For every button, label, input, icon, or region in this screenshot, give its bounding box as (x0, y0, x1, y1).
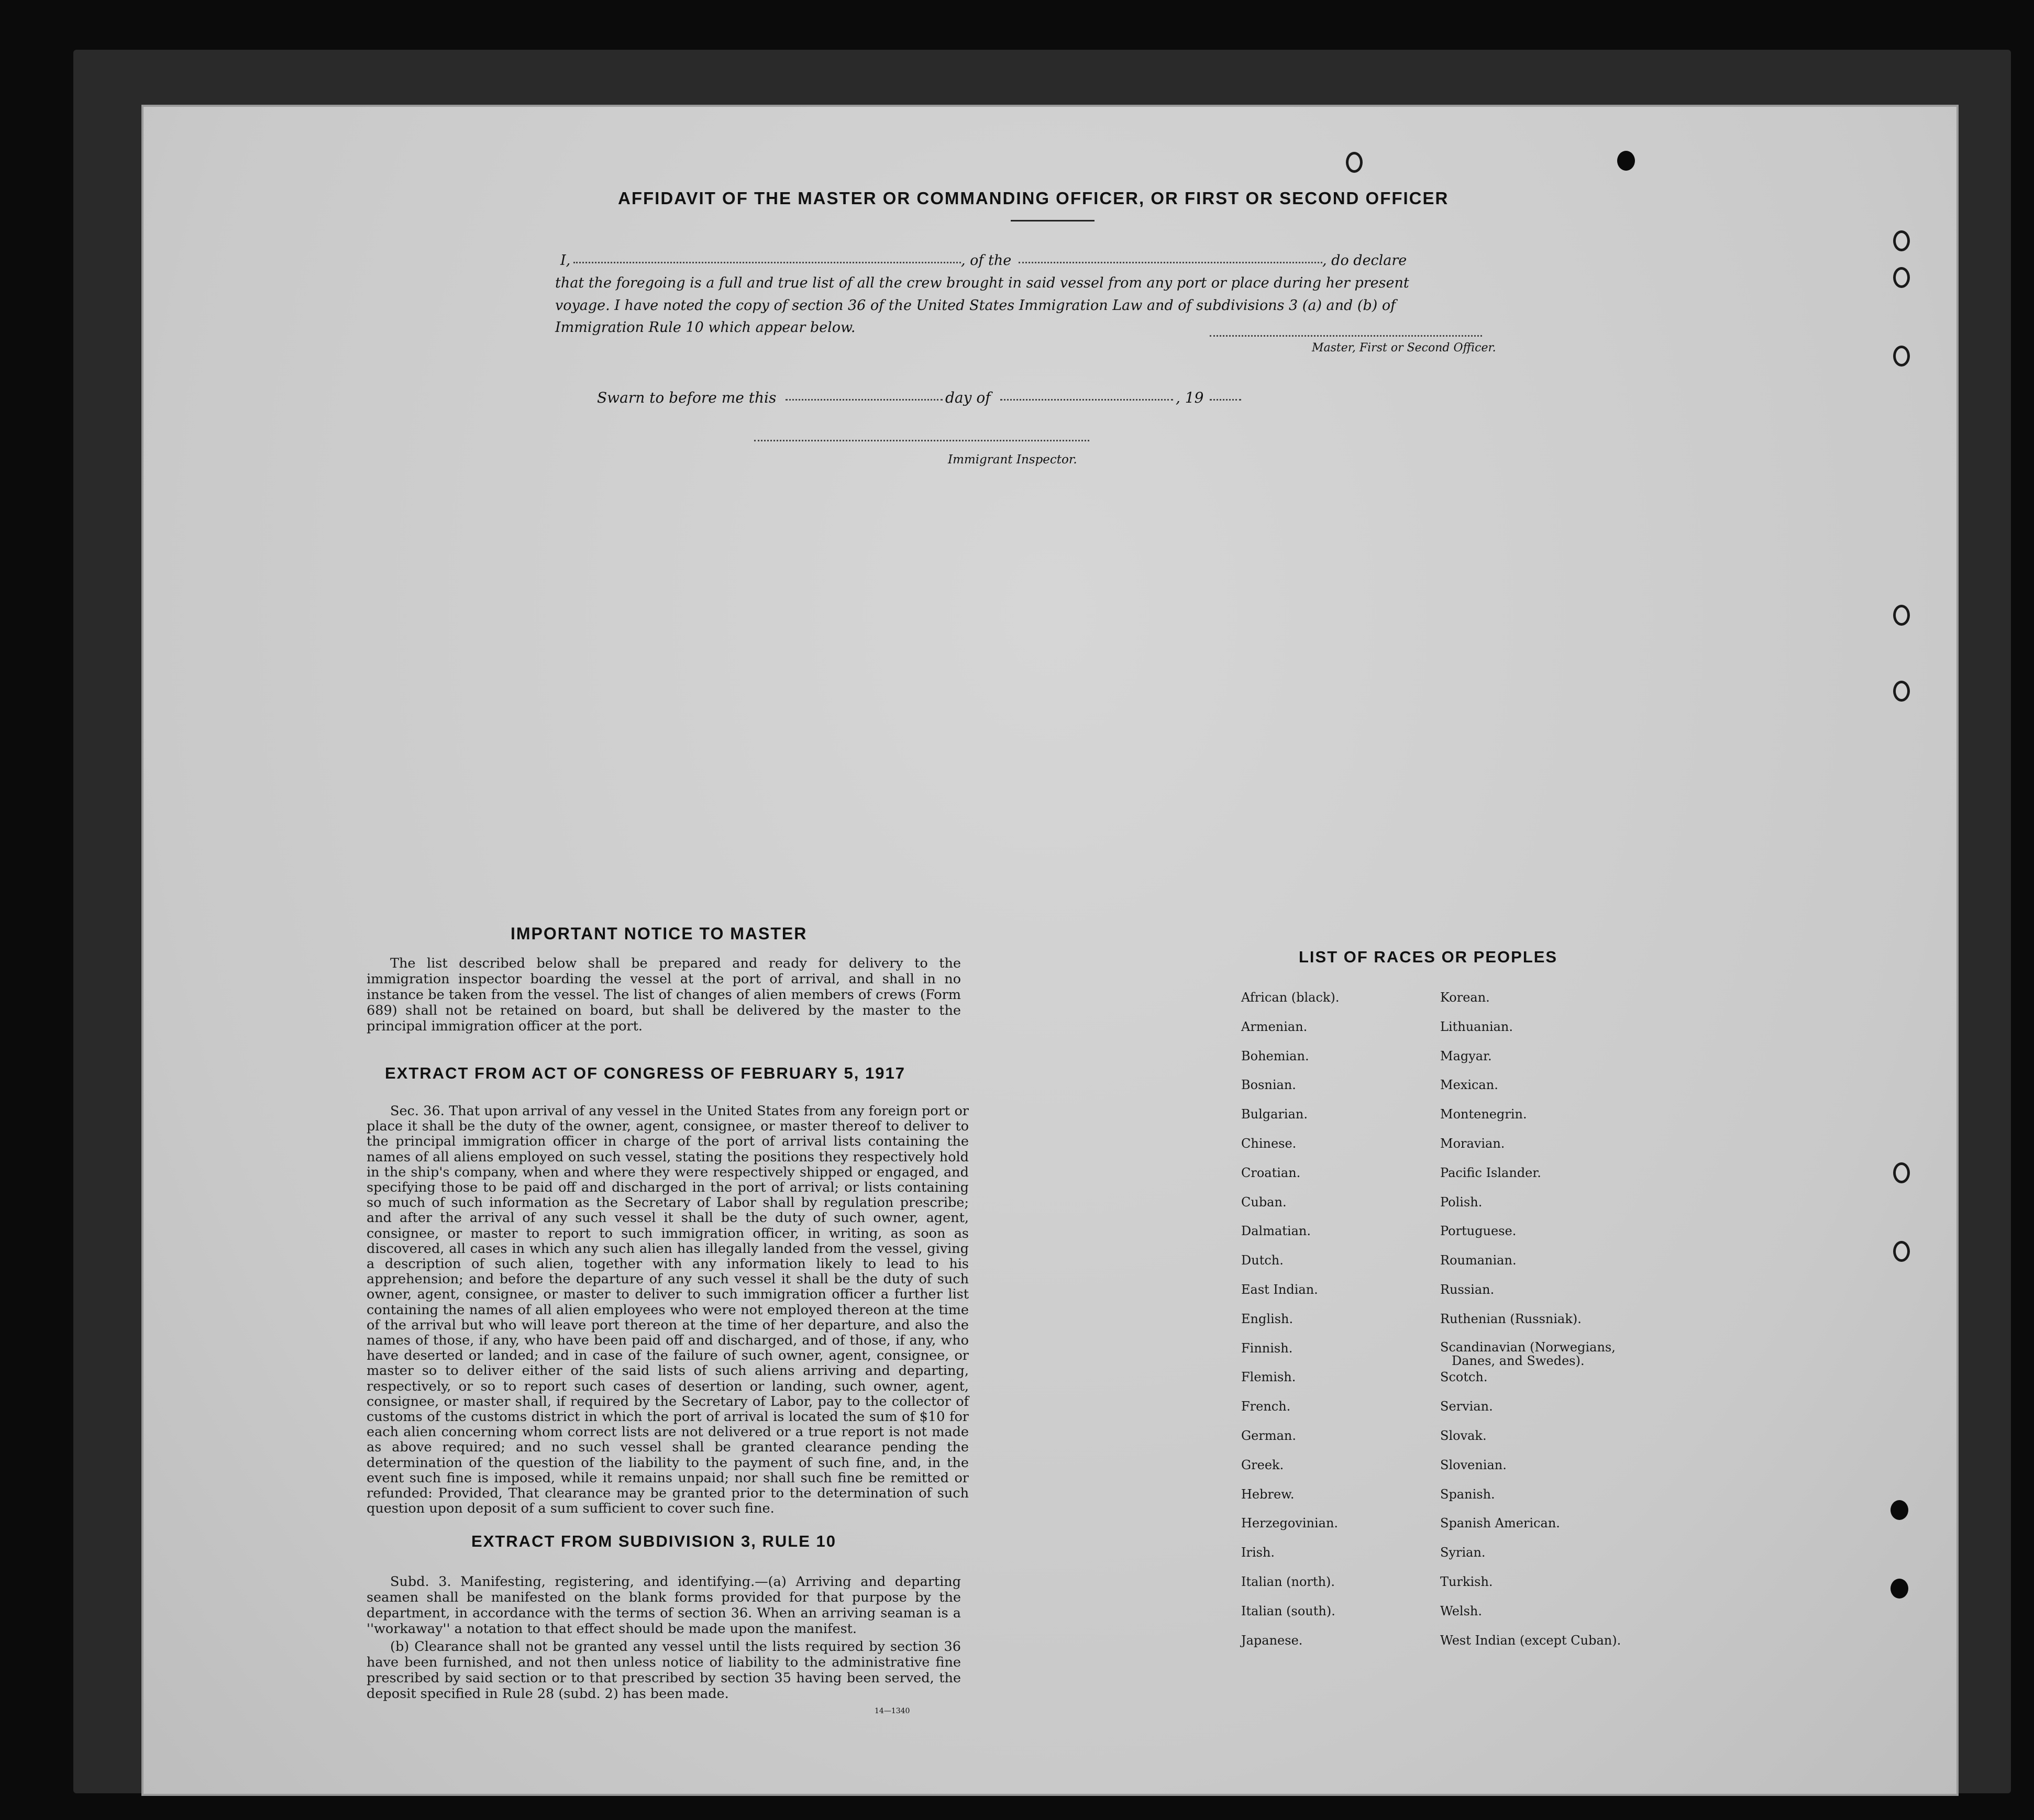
race-item: English. (1241, 1311, 1294, 1326)
race-item: Bosnian. (1241, 1078, 1296, 1093)
extract-act-title: EXTRACT FROM ACT OF CONGRESS OF FEBRUARY 5, 1917 (385, 1064, 905, 1082)
notice-title: IMPORTANT NOTICE TO MASTER (511, 924, 808, 943)
affidavit-declare: , do declare (1322, 252, 1407, 269)
punch-hole (1893, 1162, 1910, 1183)
document-sheet (141, 105, 1959, 1796)
punch-hole (1617, 151, 1635, 171)
sworn-label: Swarn to before me this (597, 389, 777, 406)
race-item: Dalmatian. (1241, 1224, 1311, 1239)
affidavit-body-line: voyage. I have noted the copy of section 36 of the United States Immigration Law and of subdivisions 3 (a) and (b) of (555, 297, 1396, 314)
day-of-label: day of (945, 389, 991, 406)
vessel-blank[interactable] (1019, 262, 1322, 263)
race-item: Pacific Islander. (1440, 1165, 1541, 1180)
race-item: Slovenian. (1440, 1457, 1507, 1472)
race-item: Spanish. (1440, 1486, 1495, 1502)
affidavit-body-line: that the foregoing is a full and true list of all the crew brought in said vessel from any port or place during her present (555, 275, 1409, 291)
race-item: Korean. (1440, 990, 1490, 1005)
races-right-column (1440, 990, 1621, 1661)
race-item: Greek. (1241, 1457, 1284, 1472)
signature-label: Master, First or Second Officer. (1312, 341, 1496, 354)
race-item: Armenian. (1241, 1019, 1308, 1034)
race-item: West Indian (except Cuban). (1440, 1633, 1621, 1648)
notice-text: The list described below shall be prepared and ready for delivery to the immigration inspector boarding the vessel at the port of arrival, and shall in no instance be taken from the vessel. The list of changes of alien members of crews (Form 689) shall not be retained on board, but shall be delivered by the master to the principal immigration officer at the port. (367, 956, 961, 1034)
punch-hole (1891, 1500, 1908, 1520)
race-item-line1: Scandinavian (Norwegians, (1440, 1339, 1616, 1355)
race-item: Scotch. (1440, 1370, 1488, 1385)
race-item: Italian (south). (1241, 1603, 1335, 1618)
races-left-column (1241, 990, 1339, 1661)
race-item: Italian (north). (1241, 1574, 1335, 1589)
form-number: 14—1340 (875, 1707, 910, 1715)
race-item: Portuguese. (1440, 1224, 1517, 1239)
affidavit-body-line: Immigration Rule 10 which appear below. (555, 319, 856, 336)
punch-hole (1893, 230, 1910, 251)
race-item: German. (1241, 1428, 1296, 1443)
race-item: Flemish. (1241, 1370, 1296, 1385)
race-item: Bulgarian. (1241, 1107, 1308, 1122)
extract-rule-text-b: (b) Clearance shall not be granted any vessel until the lists required by section 36 have been furnished, and not then unless notice of liability to the administrative fine prescribed by said section or to that prescribed by section 35 having been served, the deposit specified in Rule 28 (subd. 2) has been made. (367, 1639, 961, 1702)
race-item: Welsh. (1440, 1603, 1482, 1618)
title-underline (1011, 220, 1095, 221)
race-item: Dutch. (1241, 1253, 1284, 1268)
race-item: Moravian. (1440, 1136, 1505, 1151)
inspector-label: Immigrant Inspector. (948, 453, 1077, 467)
race-item: Hebrew. (1241, 1486, 1295, 1502)
punch-hole (1891, 1579, 1908, 1599)
race-item: Lithuanian. (1440, 1019, 1513, 1034)
year-blank[interactable] (1210, 399, 1241, 401)
race-item-line2: Danes, and Swedes). (1452, 1353, 1585, 1368)
signature-blank[interactable] (1210, 335, 1482, 337)
race-item: Bohemian. (1241, 1048, 1309, 1063)
race-item: Roumanian. (1440, 1253, 1517, 1268)
affidavit-i: I, (560, 252, 571, 269)
race-item: Turkish. (1440, 1574, 1493, 1589)
race-item: Slovak. (1440, 1428, 1487, 1443)
race-item: Russian. (1440, 1282, 1495, 1297)
extract-rule-text-a: Subd. 3. Manifesting, registering, and identifying.—(a) Arriving and departing seamen shall be manifested on the blank forms provided for that purpose by the department, in accordance with the terms of section 36. When an arriving seaman is a ''workaway'' a notation to that effect should be made upon the manifest. (367, 1574, 961, 1637)
extract-rule-title: EXTRACT FROM SUBDIVISION 3, RULE 10 (471, 1532, 836, 1550)
extract-act-text: Sec. 36. That upon arrival of any vessel in the United States from any foreign port or place it shall be the duty of the owner, agent, consignee, or master thereof to deliver to the principal immigration officer in charge of the port of arrival lists containing the names of all aliens employed on such vessel, stating the positions they respectively hold in the ship's company, when and where they were respectively shipped or engaged, and specifying those to be paid off and discharged in the port of arrival; or lists containing so much of such information as the Secretary of Labor shall by regulation prescribe; and after the arrival of any such vessel it shall be the duty of such owner, agent, consignee, or master to report to such immigration officer, in writing, as soon as discovered, all cases in which any such alien has illegally landed from the vessel, giving a description of such alien, together with any information likely to lead to his apprehension; and before the departure of any such vessel it shall be the duty of such owner, agent, consignee, or master to deliver to such immigration officer a further list containing the names of all alien employees who were not employed thereon at the time of the arrival but who will leave port thereon at the time of her departure, and also the names of those, if any, who have been paid off and discharged, and of those, if any, who have deserted or landed; and in case of the failure of such owner, agent, consignee, or master so to deliver either of the said lists of such aliens arriving and departing, respectively, or so to report such cases of desertion or landing, such owner, agent, consignee, or master shall, if required by the Secretary of Labor, pay to the collector of customs of the customs district in which the port of arrival is located the sum of $10 for each alien concerning whom correct lists are not delivered or a true report is not made as above required; and no such vessel shall be granted clearance pending the determination of the question of the liability to the payment of such fine, and, in the event such fine is imposed, while it remains unpaid; nor shall such fine be remitted or refunded: Provided, That clearance may be granted prior to the determination of such question upon deposit of a sum sufficient to cover such fine. (367, 1103, 969, 1517)
affidavit-title: AFFIDAVIT OF THE MASTER OR COMMANDING OFFICER, OR FIRST OR SECOND OFFICER (618, 188, 1449, 208)
race-item: Croatian. (1241, 1165, 1301, 1180)
races-title: LIST OF RACES OR PEOPLES (1299, 948, 1558, 966)
race-item: African (black). (1241, 990, 1340, 1005)
race-item: Japanese. (1241, 1633, 1303, 1648)
punch-hole (1346, 152, 1363, 173)
punch-hole (1893, 605, 1910, 626)
race-item: Spanish American. (1440, 1516, 1560, 1531)
day-blank[interactable] (786, 399, 943, 401)
name-blank[interactable] (573, 262, 961, 263)
race-item: Ruthenian (Russniak). (1440, 1311, 1582, 1326)
race-item: Syrian. (1440, 1545, 1486, 1560)
race-item: Mexican. (1440, 1078, 1498, 1093)
race-item: Magyar. (1440, 1048, 1492, 1063)
race-item: Cuban. (1241, 1194, 1287, 1209)
race-item: East Indian. (1241, 1282, 1318, 1297)
year-prefix: , 19 (1176, 389, 1204, 406)
inspector-signature-blank[interactable] (754, 440, 1089, 441)
punch-hole (1893, 681, 1910, 702)
month-blank[interactable] (1000, 399, 1173, 401)
race-item: French. (1241, 1399, 1291, 1414)
race-item: Chinese. (1241, 1136, 1297, 1151)
punch-hole (1893, 1241, 1910, 1262)
punch-hole (1893, 267, 1910, 288)
affidavit-of-the: , of the (961, 252, 1012, 269)
race-item: Herzegovinian. (1241, 1516, 1339, 1531)
race-item: Servian. (1440, 1399, 1493, 1414)
race-item: Irish. (1241, 1545, 1275, 1560)
punch-hole (1893, 346, 1910, 367)
race-item: Finnish. (1241, 1340, 1293, 1356)
race-item (1440, 1340, 1621, 1370)
race-item: Montenegrin. (1440, 1107, 1527, 1122)
race-item: Polish. (1440, 1194, 1483, 1209)
